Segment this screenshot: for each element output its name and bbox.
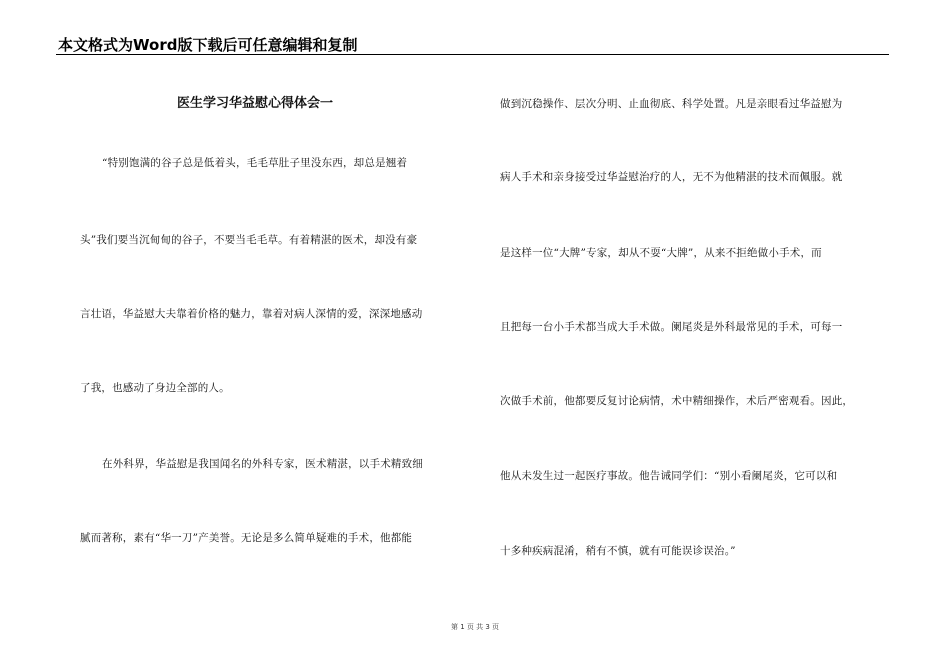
body-line: 是这样一位“大牌”专家，却从不耍“大牌”，从来不拒绝做小手术，而 <box>500 247 822 259</box>
body-line: 了我，也感动了身边全部的人。 <box>80 382 230 394</box>
body-line: 次做手术前，他都要反复讨论病情，术中精细操作，术后严密观看。因此， <box>500 395 854 407</box>
body-line: 病人手术和亲身接受过华益慰治疗的人，无不为他精湛的技术而佩服。就 <box>500 171 843 183</box>
body-line: 他从未发生过一起医疗事故。他告诫同学们：“别小看阑尾炎，它可以和 <box>500 470 838 482</box>
body-line: 头”我们要当沉甸甸的谷子，不要当毛毛草。有着精湛的医术，却没有豪 <box>80 234 418 246</box>
body-line: 腻而著称，素有“华一刀”产美誉。无论是多么简单疑难的手术，他都能 <box>80 532 413 544</box>
document-banner: 本文格式为Word版下载后可任意编辑和复制 <box>58 36 358 54</box>
body-line: “特别饱满的谷子总是低着头，毛毛草肚子里没东西，却总是翘着 <box>102 157 408 169</box>
body-line: 在外科界，华益慰是我国闻名的外科专家，医术精湛，以手术精致细 <box>102 458 423 470</box>
body-line: 十多种疾病混淆，稍有不慎，就有可能误诊误治。” <box>500 545 736 557</box>
document-title: 医生学习华益慰心得体会一 <box>177 96 334 111</box>
page-number: 第 1 页 共 3 页 <box>450 623 500 631</box>
body-line: 做到沉稳操作、层次分明、止血彻底、科学处置。凡是亲眼看过华益慰为 <box>500 98 843 110</box>
body-line: 言壮语，华益慰大夫靠着价格的魅力，靠着对病人深情的爱，深深地感动 <box>80 308 423 320</box>
banner-rule <box>56 54 889 55</box>
body-line: 且把每一台小手术都当成大手术做。阑尾炎是外科最常见的手术，可每一 <box>500 321 843 333</box>
